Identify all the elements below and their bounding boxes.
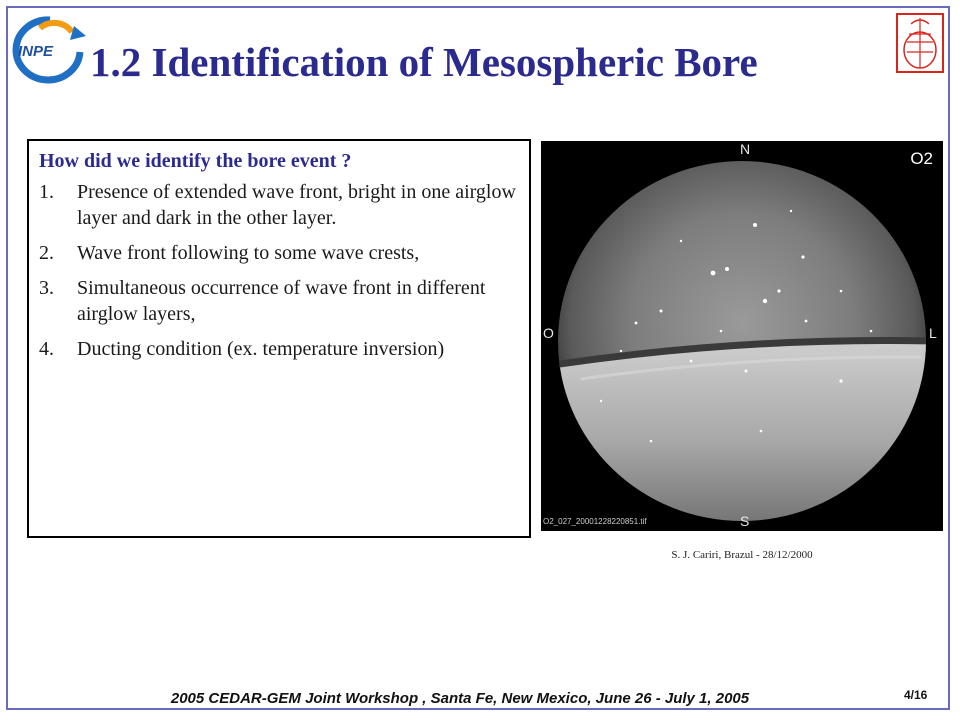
inpe-logo-text: INPE	[18, 43, 54, 60]
slide-title: 1.2 Identification of Mesospheric Bore	[90, 39, 758, 85]
list-item-text: Wave front following to some wave crests,	[77, 242, 420, 264]
criteria-question: How did we identify the bore event ?	[39, 150, 352, 172]
airglow-allsky-image	[541, 141, 943, 531]
image-filename: O2_027_20001228220851.tif	[543, 517, 647, 526]
list-item-number: 4.	[39, 338, 54, 360]
footer-text: 2005 CEDAR-GEM Joint Workshop , Santa Fe, New Mexico, June 26 - July 1, 2005	[170, 690, 750, 707]
list-item-number: 3.	[39, 277, 54, 299]
list-item	[39, 240, 519, 266]
cedar-logo	[895, 12, 945, 74]
image-caption: S. J. Cariri, Brazul - 28/12/2000	[671, 549, 813, 561]
list-item	[39, 275, 519, 327]
page-number: 4/16	[904, 688, 928, 702]
direction-label-east: L	[929, 325, 937, 341]
list-item-number: 2.	[39, 242, 54, 264]
direction-label-north: N	[740, 141, 751, 157]
list-item-text: Simultaneous occurrence of wave front in different airglow layers,	[77, 277, 486, 325]
criteria-list	[39, 179, 519, 362]
identification-criteria-box	[27, 139, 531, 538]
allsky-image-graphic	[541, 141, 943, 531]
inpe-logo	[10, 12, 96, 86]
direction-label-south: S	[740, 513, 750, 529]
list-item-text: Ducting condition (ex. temperature inversion)	[77, 338, 445, 360]
list-item-text: Presence of extended wave front, bright in one airglow layer and dark in the other layer.	[77, 181, 516, 229]
direction-label-west: O	[543, 325, 554, 341]
list-item	[39, 179, 519, 231]
list-item-number: 1.	[39, 181, 54, 203]
filter-label: O2	[910, 149, 933, 168]
list-item	[39, 336, 519, 362]
